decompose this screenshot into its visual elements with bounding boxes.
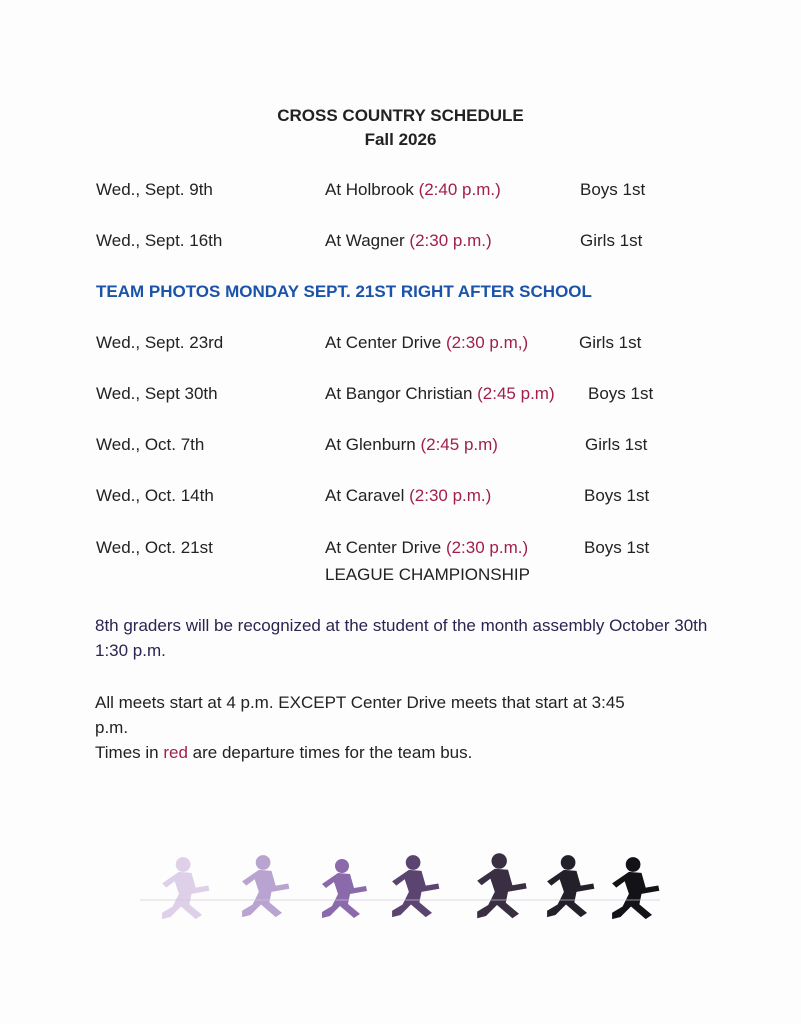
meet-date: Wed., Sept. 9th <box>96 180 213 199</box>
schedule-row <box>0 486 801 512</box>
bus-departure-time: (2:30 p.m.) <box>445 538 529 557</box>
start-time-line-cont: p.m. <box>95 718 129 737</box>
legend-red-word: red <box>163 743 188 762</box>
bus-departure-time: (2:30 p.m.) <box>409 486 492 505</box>
meet-date: Wed., Sept 30th <box>96 384 218 403</box>
bus-departure-time: (2:30 p.m,) <box>445 333 529 352</box>
meet-location-name: At Holbrook <box>325 180 414 199</box>
team-photo-announcement: TEAM PHOTOS MONDAY SEPT. 21ST RIGHT AFTER SCHOOL <box>96 282 592 301</box>
meet-location <box>325 486 491 506</box>
schedule-row <box>0 384 801 410</box>
meet-date: Wed., Sept. 23rd <box>96 333 224 352</box>
first-race: Boys 1st <box>584 486 650 505</box>
first-race: Girls 1st <box>585 435 648 454</box>
eighth-grade-recognition-note: 8th graders will be recognized at the student of the month assembly October 30th 1:30 p.m. <box>95 616 708 660</box>
meet-date: Wed., Oct. 21st <box>96 538 213 557</box>
schedule-title: CROSS COUNTRY SCHEDULE <box>277 106 524 125</box>
bus-departure-time: (2:45 p.m) <box>420 435 498 454</box>
meet-location-name: At Center Drive <box>325 333 442 352</box>
first-race: Girls 1st <box>580 231 643 250</box>
meet-location <box>325 231 492 251</box>
schedule-row <box>0 180 801 206</box>
meet-location <box>325 435 498 455</box>
meet-location-name: At Glenburn <box>325 435 416 454</box>
meet-location-name: At Center Drive <box>325 538 442 557</box>
legend-suffix: are departure times for the team bus. <box>192 743 473 762</box>
first-race: Boys 1st <box>588 384 654 403</box>
schedule-row <box>0 333 801 359</box>
schedule-row <box>0 435 801 461</box>
meet-location <box>325 538 528 558</box>
running-silhouettes-icon <box>140 840 680 920</box>
meet-location <box>325 384 555 404</box>
schedule-row <box>0 538 801 564</box>
start-time-line: All meets start at 4 p.m. EXCEPT Center Drive meets that start at 3:45 <box>95 693 625 712</box>
bus-departure-time: (2:30 p.m.) <box>409 231 492 250</box>
schedule-header <box>0 104 801 152</box>
meet-location-name: At Bangor Christian <box>325 384 473 403</box>
meet-date: Wed., Oct. 14th <box>96 486 214 505</box>
meet-location <box>325 180 501 200</box>
first-race: Girls 1st <box>579 333 642 352</box>
meet-info <box>95 690 715 765</box>
first-race: Boys 1st <box>580 180 646 199</box>
meet-date: Wed., Sept. 16th <box>96 231 223 250</box>
meet-date: Wed., Oct. 7th <box>96 435 205 454</box>
first-race: Boys 1st <box>584 538 650 557</box>
league-championship-label: LEAGUE CHAMPIONSHIP <box>325 565 530 584</box>
meet-location <box>325 333 528 353</box>
meet-location-name: At Wagner <box>325 231 405 250</box>
schedule-season: Fall 2026 <box>364 130 437 149</box>
legend-prefix: Times in <box>95 743 159 762</box>
schedule-row <box>0 231 801 257</box>
red-times-legend <box>95 740 715 765</box>
meet-location-name: At Caravel <box>325 486 405 505</box>
bus-departure-time: (2:40 p.m.) <box>418 180 501 199</box>
bus-departure-time: (2:45 p.m) <box>477 384 555 403</box>
